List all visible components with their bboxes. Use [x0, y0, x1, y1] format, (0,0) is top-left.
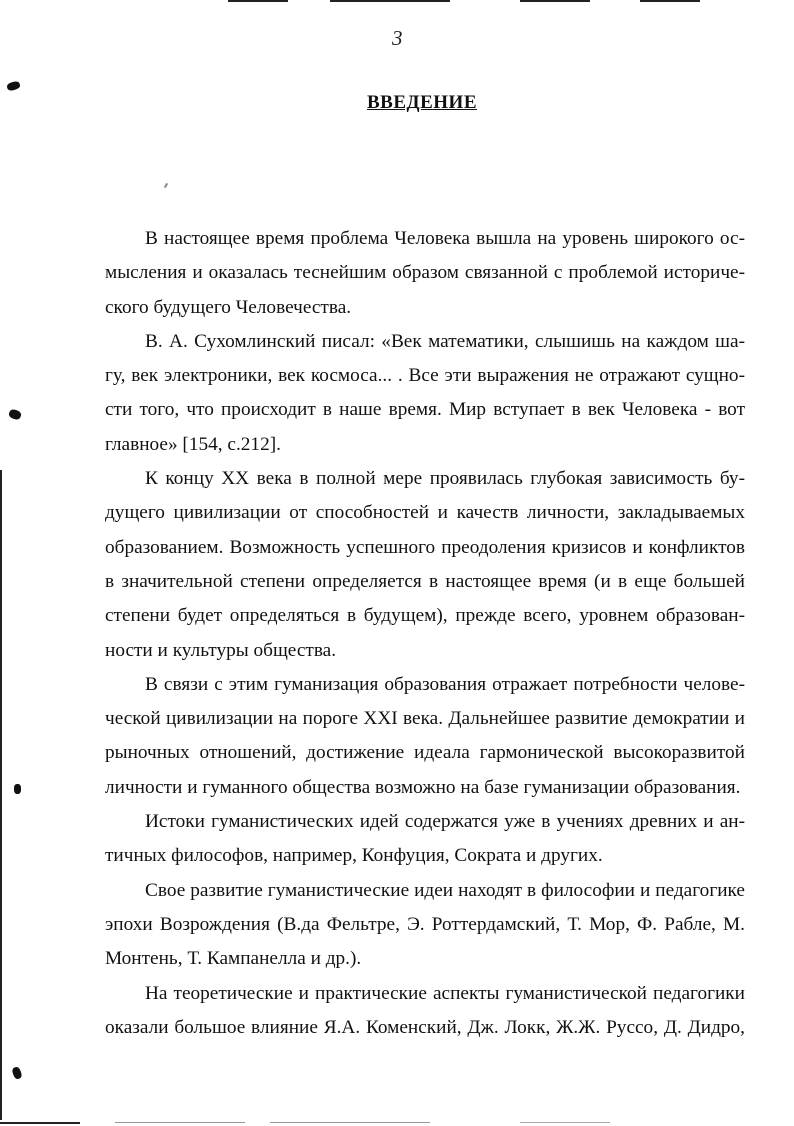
paragraph: [105, 874, 745, 977]
text-line: Свое развитие гуманистические идеи находят в философии и педагогике: [145, 879, 745, 901]
text-line: в значительной степени определяется в настоящее время (и в еще большей: [105, 570, 745, 592]
scan-edge-bottom-4: [520, 1122, 610, 1123]
page-number: 3: [392, 26, 403, 50]
paragraph: [105, 222, 745, 325]
binding-mark-1: [6, 80, 21, 91]
binding-mark-3: [14, 784, 21, 794]
binding-mark-4: [11, 1066, 23, 1080]
text-line: степени будет определяться в будущем), прежде всего, уровнем образован-: [105, 605, 745, 627]
paragraph: [105, 668, 745, 805]
scan-edge-top-3: [520, 0, 590, 2]
text-line: На теоретические и практические аспекты гуманистической педагогики: [145, 982, 745, 1004]
text-line: К концу XX века в полной мере проявилась глубокая зависимость бу-: [145, 468, 745, 490]
text-line: личности и гуманного общества возможно на базе гуманизации образования.: [105, 776, 741, 798]
text-line: дущего цивилизации от способностей и качеств личности, закладываемых: [105, 502, 745, 524]
text-line: Истоки гуманистических идей содержатся уже в учениях древних и ан-: [145, 811, 745, 833]
text-line: В. А. Сухомлинский писал: «Век математики, слышишь на каждом ша-: [145, 330, 745, 352]
scan-edge-bottom-1: [0, 1122, 80, 1124]
text-line: оказали большое влияние Я.А. Коменский, Дж. Локк, Ж.Ж. Руссо, Д. Дидро,: [105, 1016, 745, 1038]
scan-edge-top-2: [330, 0, 450, 2]
text-line: эпохи Возрождения (В.да Фельтре, Э. Роттердамский, Т. Мор, Ф. Рабле, М.: [105, 913, 745, 935]
binding-mark-2: [8, 408, 22, 421]
scan-edge-left: [0, 470, 2, 1120]
paragraph: [105, 462, 745, 668]
scan-edge-bottom-3: [270, 1122, 430, 1123]
text-line: ности и культуры общества.: [105, 639, 337, 661]
paragraph: [105, 805, 745, 874]
text-line: В настоящее время проблема Человека вышла на уровень широкого ос-: [145, 228, 745, 249]
text-line: образованием. Возможность успешного преодоления кризисов и конфликтов: [105, 536, 745, 558]
text-line: рыночных отношений, достижение идеала гармонической высокоразвитой: [105, 742, 745, 764]
scan-edge-bottom-2: [115, 1122, 245, 1123]
text-line: Монтень, Т. Кампанелла и др.).: [105, 948, 362, 970]
text-line: мысления и оказалась теснейшим образом связанной с проблемой историче-: [105, 262, 745, 284]
text-line: В связи с этим гуманизация образования отражает потребности челове-: [145, 673, 745, 695]
text-line: ческой цивилизации на пороге XXI века. Дальнейшее развитие демократии и: [105, 708, 745, 730]
text-line: ского будущего Человечества.: [105, 296, 352, 318]
scan-speck: [164, 183, 168, 188]
scan-edge-top-1: [228, 0, 288, 2]
body-text: [105, 222, 745, 1045]
text-line: тичных философов, например, Конфуция, Сократа и других.: [105, 845, 603, 867]
paragraph: [105, 325, 745, 462]
page-title: ВВЕДЕНИЕ: [367, 92, 477, 113]
text-line: сти того, что происходит в наше время. Мир вступает в век Человека - вот: [105, 399, 745, 421]
scan-edge-top-4: [640, 0, 700, 2]
paragraph: [105, 977, 745, 1046]
text-line: главное» [154, с.212].: [105, 433, 281, 455]
text-line: гу, век электроники, век космоса... . Все эти выражения не отражают сущно-: [105, 365, 745, 387]
